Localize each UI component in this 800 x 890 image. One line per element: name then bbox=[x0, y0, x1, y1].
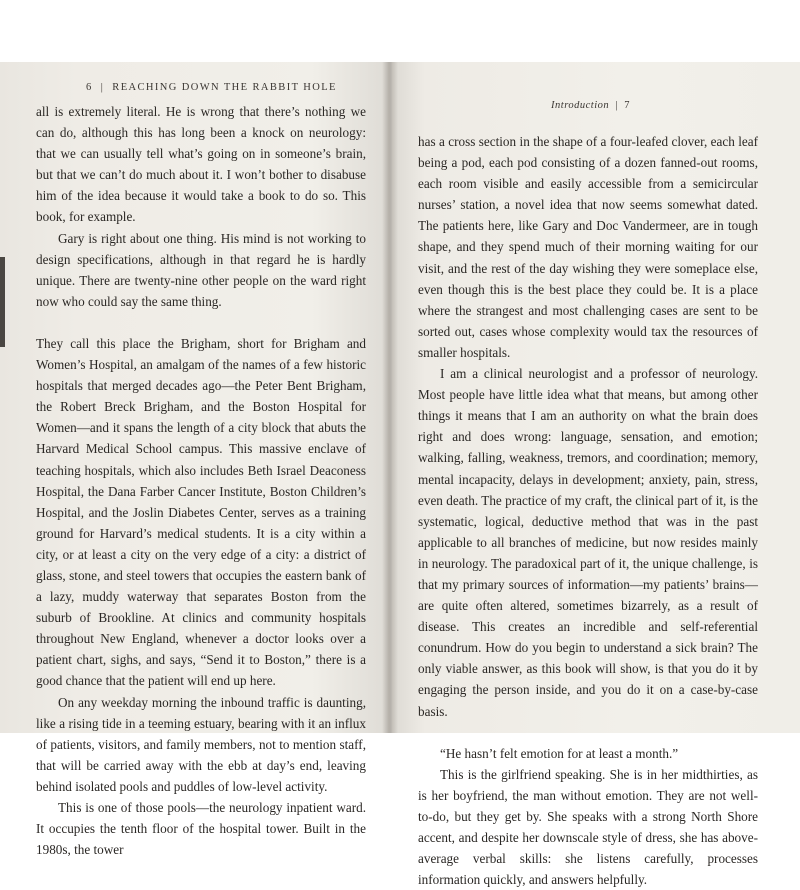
right-head-separator: | bbox=[615, 100, 618, 111]
right-paragraph: This is the girlfriend speaking. She is in her midthirties, as is her boyfriend, the man without emotion. They are not well-to-do, but they get by. She speaks with a strong North Shore accent, and despite her downscale style of dress, she has above-average verbal skills: she listens carefully, processes information quickly, and answers helpfully. bbox=[418, 766, 758, 888]
left-page bbox=[0, 62, 390, 858]
right-page-body bbox=[418, 131, 758, 890]
right-head-title: Introduction bbox=[551, 100, 610, 111]
left-paragraph: On any weekday morning the inbound traffic is daunting, like a rising tide in a teeming estuary, bearing with it an influx of patients, visitors, and family members, not to mention staff, that will be carried away with the ebb at day’s end, leaving behind isolated pools and puddles of low-level activity. bbox=[36, 694, 366, 794]
book-gutter bbox=[382, 62, 398, 733]
right-page bbox=[392, 62, 800, 888]
left-head-separator: | bbox=[100, 82, 105, 93]
left-running-head bbox=[86, 82, 337, 93]
right-paragraph: has a cross section in the shape of a four-leafed clover, each leaf being a pod, each pod consisting of a dozen fanned-out rooms, each room visible and easily accessible from a semicircular nurses’ station, a novel idea that now seems somewhat dated. The patients here, like Gary and Doc Vandermeer, are in tough shape, and they spend much of their morning waiting for our visit, and the rest of the day wishing they were someplace else, even though this is the best place they could be. It is a place where the strangest and most challenging cases are sent to be sorted out, cases whose complexity would tax the resources of smaller hospitals. bbox=[418, 134, 758, 360]
left-page-number: 6 bbox=[86, 82, 93, 93]
left-paragraph: This is one of those pools—the neurology inpatient ward. It occupies the tenth floor of the hospital tower. Built in the 1980s, the tower bbox=[36, 800, 366, 858]
left-paragraph: Gary is right about one thing. His mind is not working to design specifications, although in that regard he is hardly unique. There are twenty-nine other people on the ward right now who could say the same thing. bbox=[36, 230, 366, 309]
open-book bbox=[0, 62, 800, 888]
left-paragraph: They call this place the Brigham, short for Brigham and Women’s Hospital, an amalgam of the names of a few historic hospitals that merged decades ago—the Peter Bent Brigham, the Robert Breck Brigham, and the Boston Hospital for Women—and it spans the length of a city block that abuts the Harvard Medical School campus. This massive enclave of teaching hospitals, which also includes Beth Israel Deaconess Hospital, the Dana Farber Cancer Institute, Boston Children’s Hospital, and the Joslin Diabetes Center, serves as a training ground for Harvard’s medical students. It is a city within a city, or at least a city on the very edge of a city: a district of glass, stone, and steel towers that occupies the eastern bank of a lazy, muddy waterway that separates Boston from the suburb of Brookline. At clinics and community hospitals throughout New England, whenever a doctor looks over a patient chart, sighs, and says, “Send it to Boston,” there is a good chance that the patient will end up here. bbox=[36, 335, 366, 689]
right-paragraph: “He hasn’t felt emotion for at least a month.” bbox=[440, 745, 679, 761]
right-running-head bbox=[551, 100, 630, 111]
left-head-title: REACHING DOWN THE RABBIT HOLE bbox=[112, 82, 337, 93]
right-page-number: 7 bbox=[624, 100, 630, 111]
left-paragraph: all is extremely literal. He is wrong that there’s nothing we can do, although this has long been a knock on neurology: that we can usually tell what’s going on in someone’s brain, but that we can’t do much about it. I won’t bother to disabuse him of the idea because it would take a book to do so. This book, for example. bbox=[36, 104, 366, 225]
page-edge-shadow bbox=[0, 257, 5, 347]
right-paragraph: I am a clinical neurologist and a professor of neurology. Most people have little idea what that means, but among other things it means that I am an authority on what the brain does right and does wrong: language, sensation, and emotion; walking, falling, weakness, tremors, and coordination; memory, mental incapacity, delays in development; anxiety, pain, stress, even death. The practice of my craft, the clinical part of it, is the systematic, logical, deductive method that was in the past applicable to all branches of medicine, but now resides mainly in neurology. The paradoxical part of it, the unique challenge, is that my primary sources of information—my patients’ brains—are quite often altered, sometimes bizarrely, as a result of disease. This creates an incredible and self-referential conundrum. How do you begin to understand a sick brain? The only viable answer, as this book will show, is that you do it by engaging the person inside, and you do it on a case-by-case basis. bbox=[418, 366, 758, 719]
left-page-body bbox=[36, 101, 366, 860]
